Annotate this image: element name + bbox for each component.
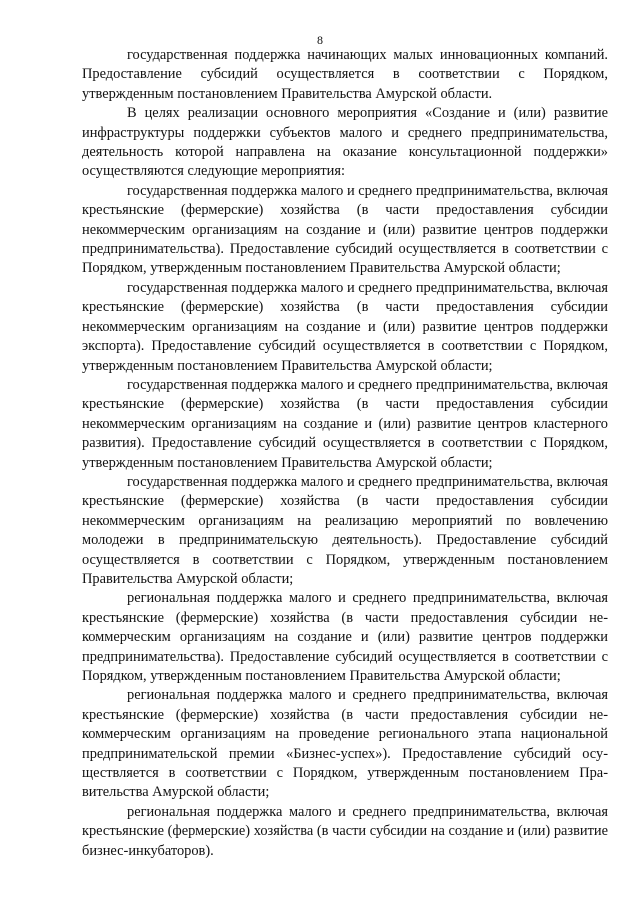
paragraph: государственная поддержка малого и среднего предпринимательства, включая крестьянские (фермерские) хозяйства (в части предоставления субсидии некоммерческим организациям на создание и (или) развитие центров кластерного развития). Предоставление субсидий осуществляется в соответствии с Порядком, утвержденным постановлением Правительства Амурской области; — [82, 376, 608, 471]
paragraph: региональная поддержка малого и среднего предпринимательства, включая крестьянские (фермерские) хозяйства (в части предоставления субсидии некоммерческим организациям на создание и (или) развитие центров поддержки предпринимательства). Предоставление субсидий осуществляется в соответствии с Порядком, утвержденным постановлением Правительства Амурской области; — [82, 590, 608, 684]
page-number: 8 — [317, 33, 323, 47]
paragraph: государственная поддержка начинающих малых инновационных компаний. Предоставление субсидий осуществляется в соответствии с Порядком, утвержденным постановлением Правительства Амурской области. — [82, 47, 608, 102]
paragraph: государственная поддержка малого и среднего предпринимательства, включая крестьянские (фермерские) хозяйства (в части предоставления субсидии некоммерческим организациям на создание и (или) развитие центров поддержки экспорта). Предоставление субсидий осуществляется в соответствии с Порядком, утвержденным постановлением Правительства Амурской области; — [82, 279, 608, 374]
body-text — [82, 46, 608, 861]
paragraph: государственная поддержка малого и среднего предпринимательства, включая крестьянские (фермерские) хозяйства (в части предоставления субсидии некоммерческим организациям на реализацию мероприятий по вовлечению молодежи в предпринимательскую деятельность). Предоставление субсидий осуществляется в соответствии с Порядком, утвержденным постановлением Правительства Амурской области; — [82, 473, 608, 587]
paragraph: региональная поддержка малого и среднего предпринимательства, включая крестьянские (фермерские) хозяйства (в части субсидии на создание и (или) развитие бизнес-инкубаторов). — [82, 803, 608, 859]
paragraph: государственная поддержка малого и среднего предпринимательства, включая крестьянские (фермерские) хозяйства (в части предоставления субсидии некоммерческим организациям на создание и (или) развитие центров поддержки предпринимательства). Предоставление субсидий осуществляется в соответствии с Порядком, утвержденным постановлением Правительства Амурской области; — [82, 182, 608, 277]
paragraph: региональная поддержка малого и среднего предпринимательства, включая крестьянские (фермерские) хозяйства (в части предоставления субсидии некоммерческим организациям на проведение регионального этапа национальной предпринимательской премии «Бизнес-успех»). Предоставление субсидий осуществляется в соответствии с Порядком, утвержденным постановлением Правительства Амурской области; — [82, 687, 608, 801]
paragraph: В целях реализации основного мероприятия «Создание и (или) развитие инфраструктуры поддержки субъектов малого и среднего предпринимательства, деятельность которой направлена на оказание консультационной поддержки» осуществляются следующие мероприятия: — [82, 105, 608, 180]
